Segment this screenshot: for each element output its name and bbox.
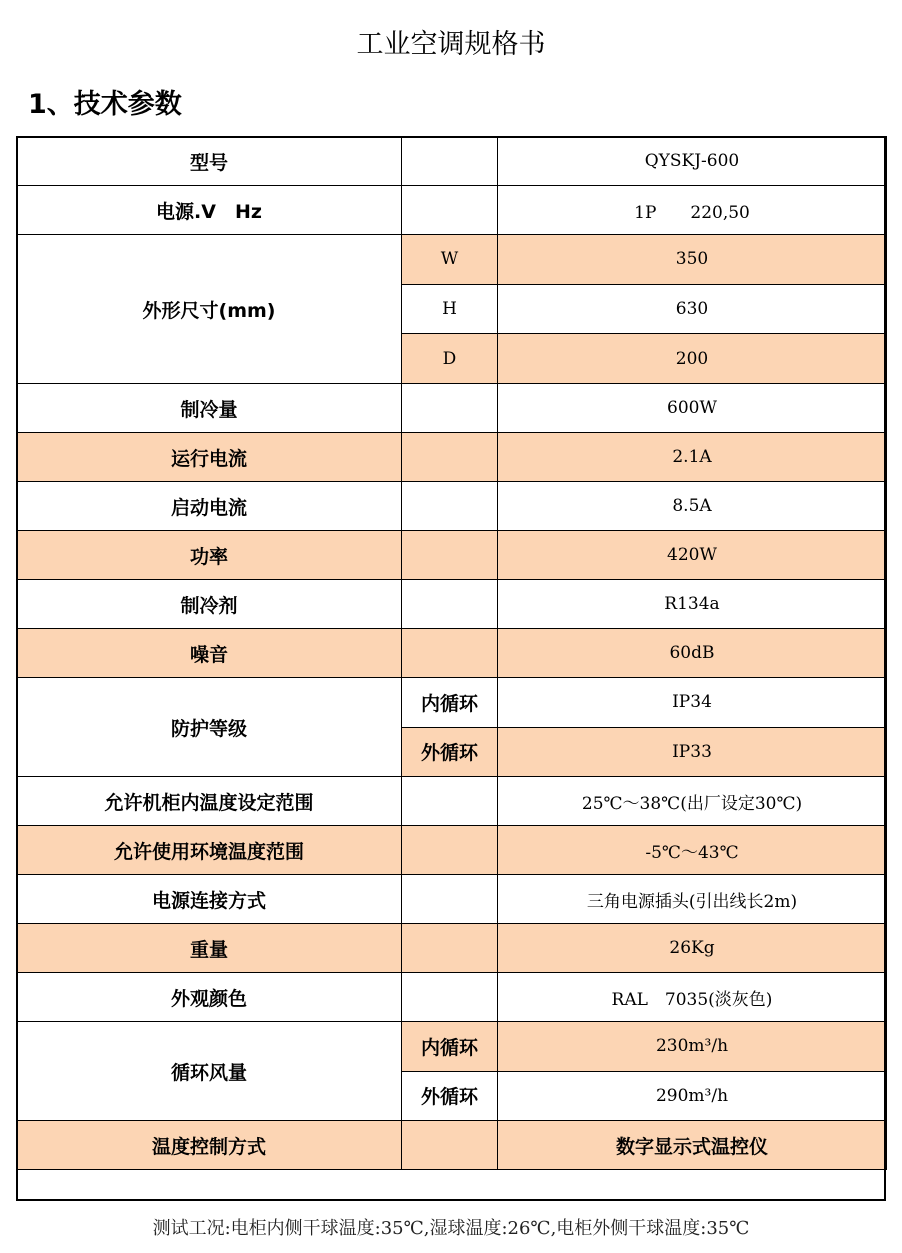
row-sub-empty [402, 777, 498, 826]
row-value: 420W [498, 531, 887, 580]
document-title: 工业空调规格书 [356, 29, 546, 60]
table-row-power-supply [17, 186, 887, 235]
table-row-refrigerant [17, 580, 887, 629]
row-value: 290m³/h [498, 1071, 887, 1121]
row-value: 600W [498, 384, 887, 433]
table-row-cabinet-temp [17, 777, 887, 826]
table-row-appearance-color [17, 973, 887, 1022]
row-sub-key: 外循环 [402, 727, 498, 777]
row-label: 循环风量 [17, 1022, 402, 1121]
row-label: 噪音 [17, 629, 402, 678]
row-value: 200 [498, 334, 887, 384]
row-sub-key: 内循环 [402, 678, 498, 728]
row-sub-key: W [402, 235, 498, 285]
row-value: R134a [498, 580, 887, 629]
row-sub-empty [402, 482, 498, 531]
row-value: -5℃～43℃ [498, 826, 887, 875]
row-value: QYSKJ-600 [498, 137, 887, 186]
row-label: 允许机柜内温度设定范围 [17, 777, 402, 826]
row-value: 三角电源插头(引出线长2m) [498, 875, 887, 924]
table-row-dimensions-w [17, 235, 887, 285]
table-row-airflow-inner [17, 1022, 887, 1072]
row-sub-empty [402, 580, 498, 629]
row-sub-key: 内循环 [402, 1022, 498, 1072]
row-value: 2.1A [498, 433, 887, 482]
table-row-noise [17, 629, 887, 678]
table-row-connection [17, 875, 887, 924]
row-label: 重量 [17, 924, 402, 973]
row-label: 外观颜色 [17, 973, 402, 1022]
table-row-starting-current [17, 482, 887, 531]
row-label: 型号 [17, 137, 402, 186]
row-value: IP34 [498, 678, 887, 728]
table-row-weight [17, 924, 887, 973]
row-sub-empty [402, 629, 498, 678]
row-sub-empty [402, 137, 498, 186]
row-label: 制冷量 [17, 384, 402, 433]
row-label: 允许使用环境温度范围 [17, 826, 402, 875]
section-heading: 1、技术参数 [28, 89, 182, 120]
row-value: 60dB [498, 629, 887, 678]
table-row-power [17, 531, 887, 580]
row-value: 350 [498, 235, 887, 285]
row-value: 26Kg [498, 924, 887, 973]
row-sub-empty [402, 186, 498, 235]
row-label: 温度控制方式 [17, 1121, 402, 1170]
row-sub-empty [402, 973, 498, 1022]
row-value: 8.5A [498, 482, 887, 531]
table-row-cooling-capacity [17, 384, 887, 433]
row-label: 运行电流 [17, 433, 402, 482]
row-sub-empty [402, 1121, 498, 1170]
table-row-model [17, 137, 887, 186]
row-value: 230m³/h [498, 1022, 887, 1072]
row-sub-key: D [402, 334, 498, 384]
table-row-temp-control [17, 1121, 887, 1170]
row-sub-empty [402, 924, 498, 973]
test-conditions-footnote: 测试工况:电柜内侧干球温度:35℃,湿球温度:26℃,电柜外侧干球温度:35℃ [152, 1218, 750, 1239]
row-sub-key: H [402, 284, 498, 334]
row-sub-empty [402, 433, 498, 482]
row-sub-empty [402, 875, 498, 924]
row-label: 制冷剂 [17, 580, 402, 629]
row-label: 电源.V Hz [17, 186, 402, 235]
row-label: 外形尺寸(mm) [17, 235, 402, 384]
row-label: 启动电流 [17, 482, 402, 531]
row-sub-empty [402, 531, 498, 580]
row-sub-key: 外循环 [402, 1071, 498, 1121]
row-value: IP33 [498, 727, 887, 777]
row-sub-empty [402, 826, 498, 875]
table-row-running-current [17, 433, 887, 482]
row-label: 防护等级 [17, 678, 402, 777]
row-value: 1P 220,50 [498, 186, 887, 235]
spec-table [16, 136, 887, 1170]
row-sub-empty [402, 384, 498, 433]
row-value: 数字显示式温控仪 [498, 1121, 887, 1170]
row-value: RAL 7035(淡灰色) [498, 973, 887, 1022]
row-label: 电源连接方式 [17, 875, 402, 924]
row-value: 25℃～38℃(出厂设定30℃) [498, 777, 887, 826]
table-row-protection-inner [17, 678, 887, 728]
row-value: 630 [498, 284, 887, 334]
row-label: 功率 [17, 531, 402, 580]
table-row-ambient-temp [17, 826, 887, 875]
